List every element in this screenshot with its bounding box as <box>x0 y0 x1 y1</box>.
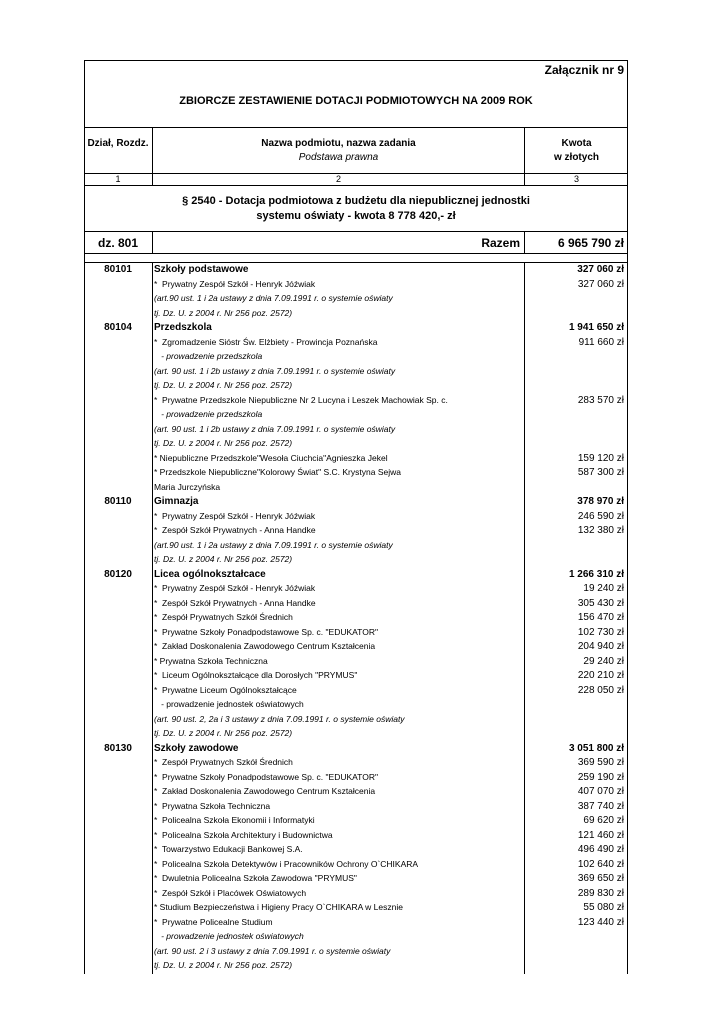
row-amount: 55 080 zł <box>583 902 624 913</box>
row-amount: 369 650 zł <box>577 873 624 884</box>
table-row <box>84 654 628 668</box>
table-row <box>84 509 628 523</box>
total-label: Razem <box>481 236 520 250</box>
row-amount: 283 570 zł <box>577 394 624 406</box>
table-row <box>84 900 628 914</box>
row-code: 80130 <box>104 742 132 754</box>
table-row <box>84 683 628 697</box>
row-code: 80120 <box>104 568 132 580</box>
row-text: * Prywatne Policealne Studium <box>154 916 273 927</box>
row-text: * Zakład Doskonalenia Zawodowego Centrum Kształcenia <box>154 641 376 651</box>
row-amount: 327 060 zł <box>577 278 624 290</box>
rule-title <box>84 127 628 128</box>
rule-numbers <box>84 185 628 186</box>
row-text: tj. Dz. U. z 2004 r. Nr 256 poz. 2572) <box>154 960 293 970</box>
table-row <box>84 277 628 291</box>
annex-label: Załącznik nr 9 <box>544 63 624 77</box>
row-amount: 327 060 zł <box>577 264 624 275</box>
row-amount: 496 490 zł <box>577 844 624 855</box>
table-row <box>84 523 628 537</box>
category-row <box>84 741 628 755</box>
row-text: Gimnazja <box>154 496 199 507</box>
row-code: 80110 <box>104 496 132 507</box>
row-amount: 19 240 zł <box>583 583 624 594</box>
table-row <box>84 958 628 972</box>
table-row <box>84 306 628 320</box>
row-amount: 378 970 zł <box>577 496 624 507</box>
row-code: 80101 <box>104 264 132 275</box>
row-text: * Prywatny Zespół Szkół - Henryk Jóźwiak <box>154 278 316 289</box>
col-header-basis: Podstawa prawna <box>298 152 379 163</box>
category-row <box>84 262 628 276</box>
row-amount: 3 051 800 zł <box>568 742 624 754</box>
row-amount: 102 730 zł <box>577 626 624 638</box>
row-text: * Policealna Szkoła Detektywów i Pracowników Ochrony O`CHIKARA <box>154 858 419 869</box>
row-text: tj. Dz. U. z 2004 r. Nr 256 poz. 2572) <box>154 438 293 448</box>
row-amount: 29 240 zł <box>583 655 624 667</box>
table-row <box>84 842 628 856</box>
row-text: * Studium Bezpieczeństwa i Higieny Pracy O`CHIKARA w Lesznie <box>154 902 403 912</box>
row-text: * Prywatna Szkoła Techniczna <box>154 800 271 811</box>
row-text: Szkoły podstawowe <box>154 264 249 275</box>
rule-header <box>84 173 628 174</box>
table-row <box>84 596 628 610</box>
col-header-amount: Kwota <box>561 138 592 149</box>
row-code: 80104 <box>104 322 132 333</box>
row-text: * Prywatne Szkoły Ponadpodstawowe Sp. c. "EDUKATOR" <box>154 771 378 782</box>
table-row <box>84 451 628 465</box>
row-amount: 289 830 zł <box>577 887 624 899</box>
table-row <box>84 915 628 929</box>
row-text: * Liceum Ogólnokształcące dla Dorosłych "PRYMUS" <box>154 670 358 680</box>
row-text: * Prywatne Liceum Ogólnokształcące <box>154 684 297 695</box>
row-text: * Prywatna Szkoła Techniczna <box>154 655 268 666</box>
table-row <box>84 828 628 842</box>
row-amount: 1 266 310 zł <box>568 568 624 580</box>
category-row <box>84 494 628 508</box>
row-text: - prowadzenie jednostek oświatowych <box>154 931 304 941</box>
table-row <box>84 538 628 552</box>
row-text: * Zespół Szkół i Placówek Oświatowych <box>154 887 307 898</box>
table-row <box>84 871 628 885</box>
table-row <box>84 668 628 682</box>
row-text: (art.90 ust. 1 i 2a ustawy z dnia 7.09.1991 r. o systemie oświaty <box>154 293 393 303</box>
section-heading-line1: § 2540 - Dotacja podmiotowa z budżetu dla niepublicznej jednostki <box>182 195 530 207</box>
table-row <box>84 349 628 363</box>
row-amount: 246 590 zł <box>577 510 624 522</box>
table-row <box>84 552 628 566</box>
section-heading-line2: systemu oświaty - kwota 8 778 420,- zł <box>256 210 456 222</box>
table-row <box>84 712 628 726</box>
table-row <box>84 799 628 813</box>
col-number-1: 1 <box>115 174 121 184</box>
col-header-division: Dział, Rozdz. <box>87 138 149 149</box>
row-amount: 369 590 zł <box>577 757 624 768</box>
table-row <box>84 625 628 639</box>
row-amount: 159 120 zł <box>577 452 624 464</box>
table-row <box>84 291 628 305</box>
row-text: Szkoły zawodowe <box>154 742 239 754</box>
row-text: - prowadzenie jednostek oświatowych <box>154 699 304 709</box>
row-text: (art. 90 ust. 1 i 2b ustawy z dnia 7.09.1991 r. o systemie oświaty <box>154 423 396 434</box>
table-row <box>84 639 628 653</box>
row-amount: 123 440 zł <box>577 916 624 928</box>
row-text: tj. Dz. U. z 2004 r. Nr 256 poz. 2572) <box>154 307 293 318</box>
row-text: * Zespół Prywatnych Szkół Średnich <box>154 757 293 767</box>
row-text: tj. Dz. U. z 2004 r. Nr 256 poz. 2572) <box>154 728 293 738</box>
row-text: Licea ogólnokształcace <box>154 568 266 580</box>
row-text: * Niepubliczne Przedszkole"Wesoła Ciuchcia"Agnieszka Jekel <box>154 452 388 463</box>
row-text: (art. 90 ust. 2 i 3 ustawy z dnia 7.09.1991 r. o systemie oświaty <box>154 945 391 956</box>
row-amount: 121 460 zł <box>577 829 624 841</box>
total-amount: 6 965 790 zł <box>557 236 624 250</box>
col-rule-2b <box>524 231 525 253</box>
col-rule-1b <box>152 231 153 253</box>
row-amount: 228 050 zł <box>577 684 624 696</box>
row-amount: 132 380 zł <box>577 525 624 536</box>
row-text: * Zespół Szkół Prywatnych - Anna Handke <box>154 525 316 535</box>
row-amount: 387 740 zł <box>577 800 624 812</box>
row-amount: 911 660 zł <box>578 336 624 348</box>
col-header-currency: w złotych <box>553 152 599 163</box>
table-row <box>84 378 628 392</box>
table-row <box>84 480 628 494</box>
table-row <box>84 944 628 958</box>
page-title: ZBIORCZE ZESTAWIENIE DOTACJI PODMIOTOWYCH NA 2009 ROK <box>179 95 533 107</box>
table-row <box>84 813 628 827</box>
row-text: - prowadzenie przedszkola <box>154 409 263 419</box>
row-amount: 407 070 zł <box>577 786 624 797</box>
table-row <box>84 726 628 740</box>
row-text: (art. 90 ust. 1 i 2b ustawy z dnia 7.09.1991 r. o systemie oświaty <box>154 365 396 376</box>
table-row <box>84 393 628 407</box>
row-amount: 259 190 zł <box>577 771 624 783</box>
row-amount: 102 640 zł <box>577 858 624 870</box>
table-row <box>84 697 628 711</box>
row-text: * Prywatny Zespół Szkół - Henryk Jóźwiak <box>154 583 316 593</box>
row-text: * Dwuletnia Policealna Szkoła Zawodowa "PRYMUS" <box>154 873 357 883</box>
row-text: tj. Dz. U. z 2004 r. Nr 256 poz. 2572) <box>154 380 293 390</box>
table-row <box>84 407 628 421</box>
row-amount: 220 210 zł <box>577 670 624 681</box>
table-row <box>84 784 628 798</box>
table-row <box>84 436 628 450</box>
row-text: * Zespół Szkół Prywatnych - Anna Handke <box>154 597 316 608</box>
col-number-2: 2 <box>335 174 341 184</box>
table-row <box>84 610 628 624</box>
row-text: * Prywatny Zespół Szkół - Henryk Jóźwiak <box>154 510 316 521</box>
row-amount: 156 470 zł <box>577 612 624 623</box>
table-row <box>84 364 628 378</box>
row-amount: 204 940 zł <box>577 641 624 652</box>
category-row <box>84 567 628 581</box>
row-text: - prowadzenie przedszkola <box>154 351 263 361</box>
table-row <box>84 770 628 784</box>
row-text: Przedszkola <box>154 322 212 333</box>
row-text: Maria Jurczyńska <box>154 481 221 492</box>
row-text: * Prywatne Przedszkole Niepubliczne Nr 2 Lucyna i Leszek Machowiak Sp. c. <box>154 394 448 405</box>
row-text: * Policealna Szkoła Architektury i Budownictwa <box>154 829 333 840</box>
division-code: dz. 801 <box>97 236 139 250</box>
row-text: * Policealna Szkoła Ekonomii i Informatyki <box>154 815 315 825</box>
row-text: * Zespół Prywatnych Szkół Średnich <box>154 612 293 622</box>
row-text: * Przedszkole Niepubliczne"Kolorowy Świat" S.C. Krystyna Sejwa <box>154 467 401 477</box>
row-amount: 69 620 zł <box>583 815 624 826</box>
row-text: tj. Dz. U. z 2004 r. Nr 256 poz. 2572) <box>154 554 293 564</box>
table-row <box>84 581 628 595</box>
table-row <box>84 857 628 871</box>
rule-section <box>84 231 628 232</box>
col-number-3: 3 <box>573 174 579 184</box>
row-amount: 1 941 650 zł <box>568 322 624 333</box>
rule-summary <box>84 253 628 254</box>
table-row <box>84 886 628 900</box>
category-row <box>84 320 628 334</box>
table-row <box>84 335 628 349</box>
row-text: (art. 90 ust. 2, 2a i 3 ustawy z dnia 7.09.1991 r. o systemie oświaty <box>154 713 405 724</box>
table-row <box>84 755 628 769</box>
table-row <box>84 929 628 943</box>
col-header-name: Nazwa podmiotu, nazwa zadania <box>261 138 416 149</box>
row-text: * Zakład Doskonalenia Zawodowego Centrum Kształcenia <box>154 786 376 796</box>
table-row <box>84 422 628 436</box>
row-text: (art.90 ust. 1 i 2a ustawy z dnia 7.09.1991 r. o systemie oświaty <box>154 539 393 550</box>
row-amount: 305 430 zł <box>577 597 624 609</box>
row-text: * Zgromadzenie Sióstr Św. Elżbiety - Prowincja Poznańska <box>154 336 378 347</box>
row-amount: 587 300 zł <box>577 467 624 478</box>
row-text: * Prywatne Szkoły Ponadpodstawowe Sp. c. "EDUKATOR" <box>154 626 378 637</box>
table-row <box>84 465 628 479</box>
row-text: * Towarzystwo Edukacji Bankowej S.A. <box>154 844 303 854</box>
